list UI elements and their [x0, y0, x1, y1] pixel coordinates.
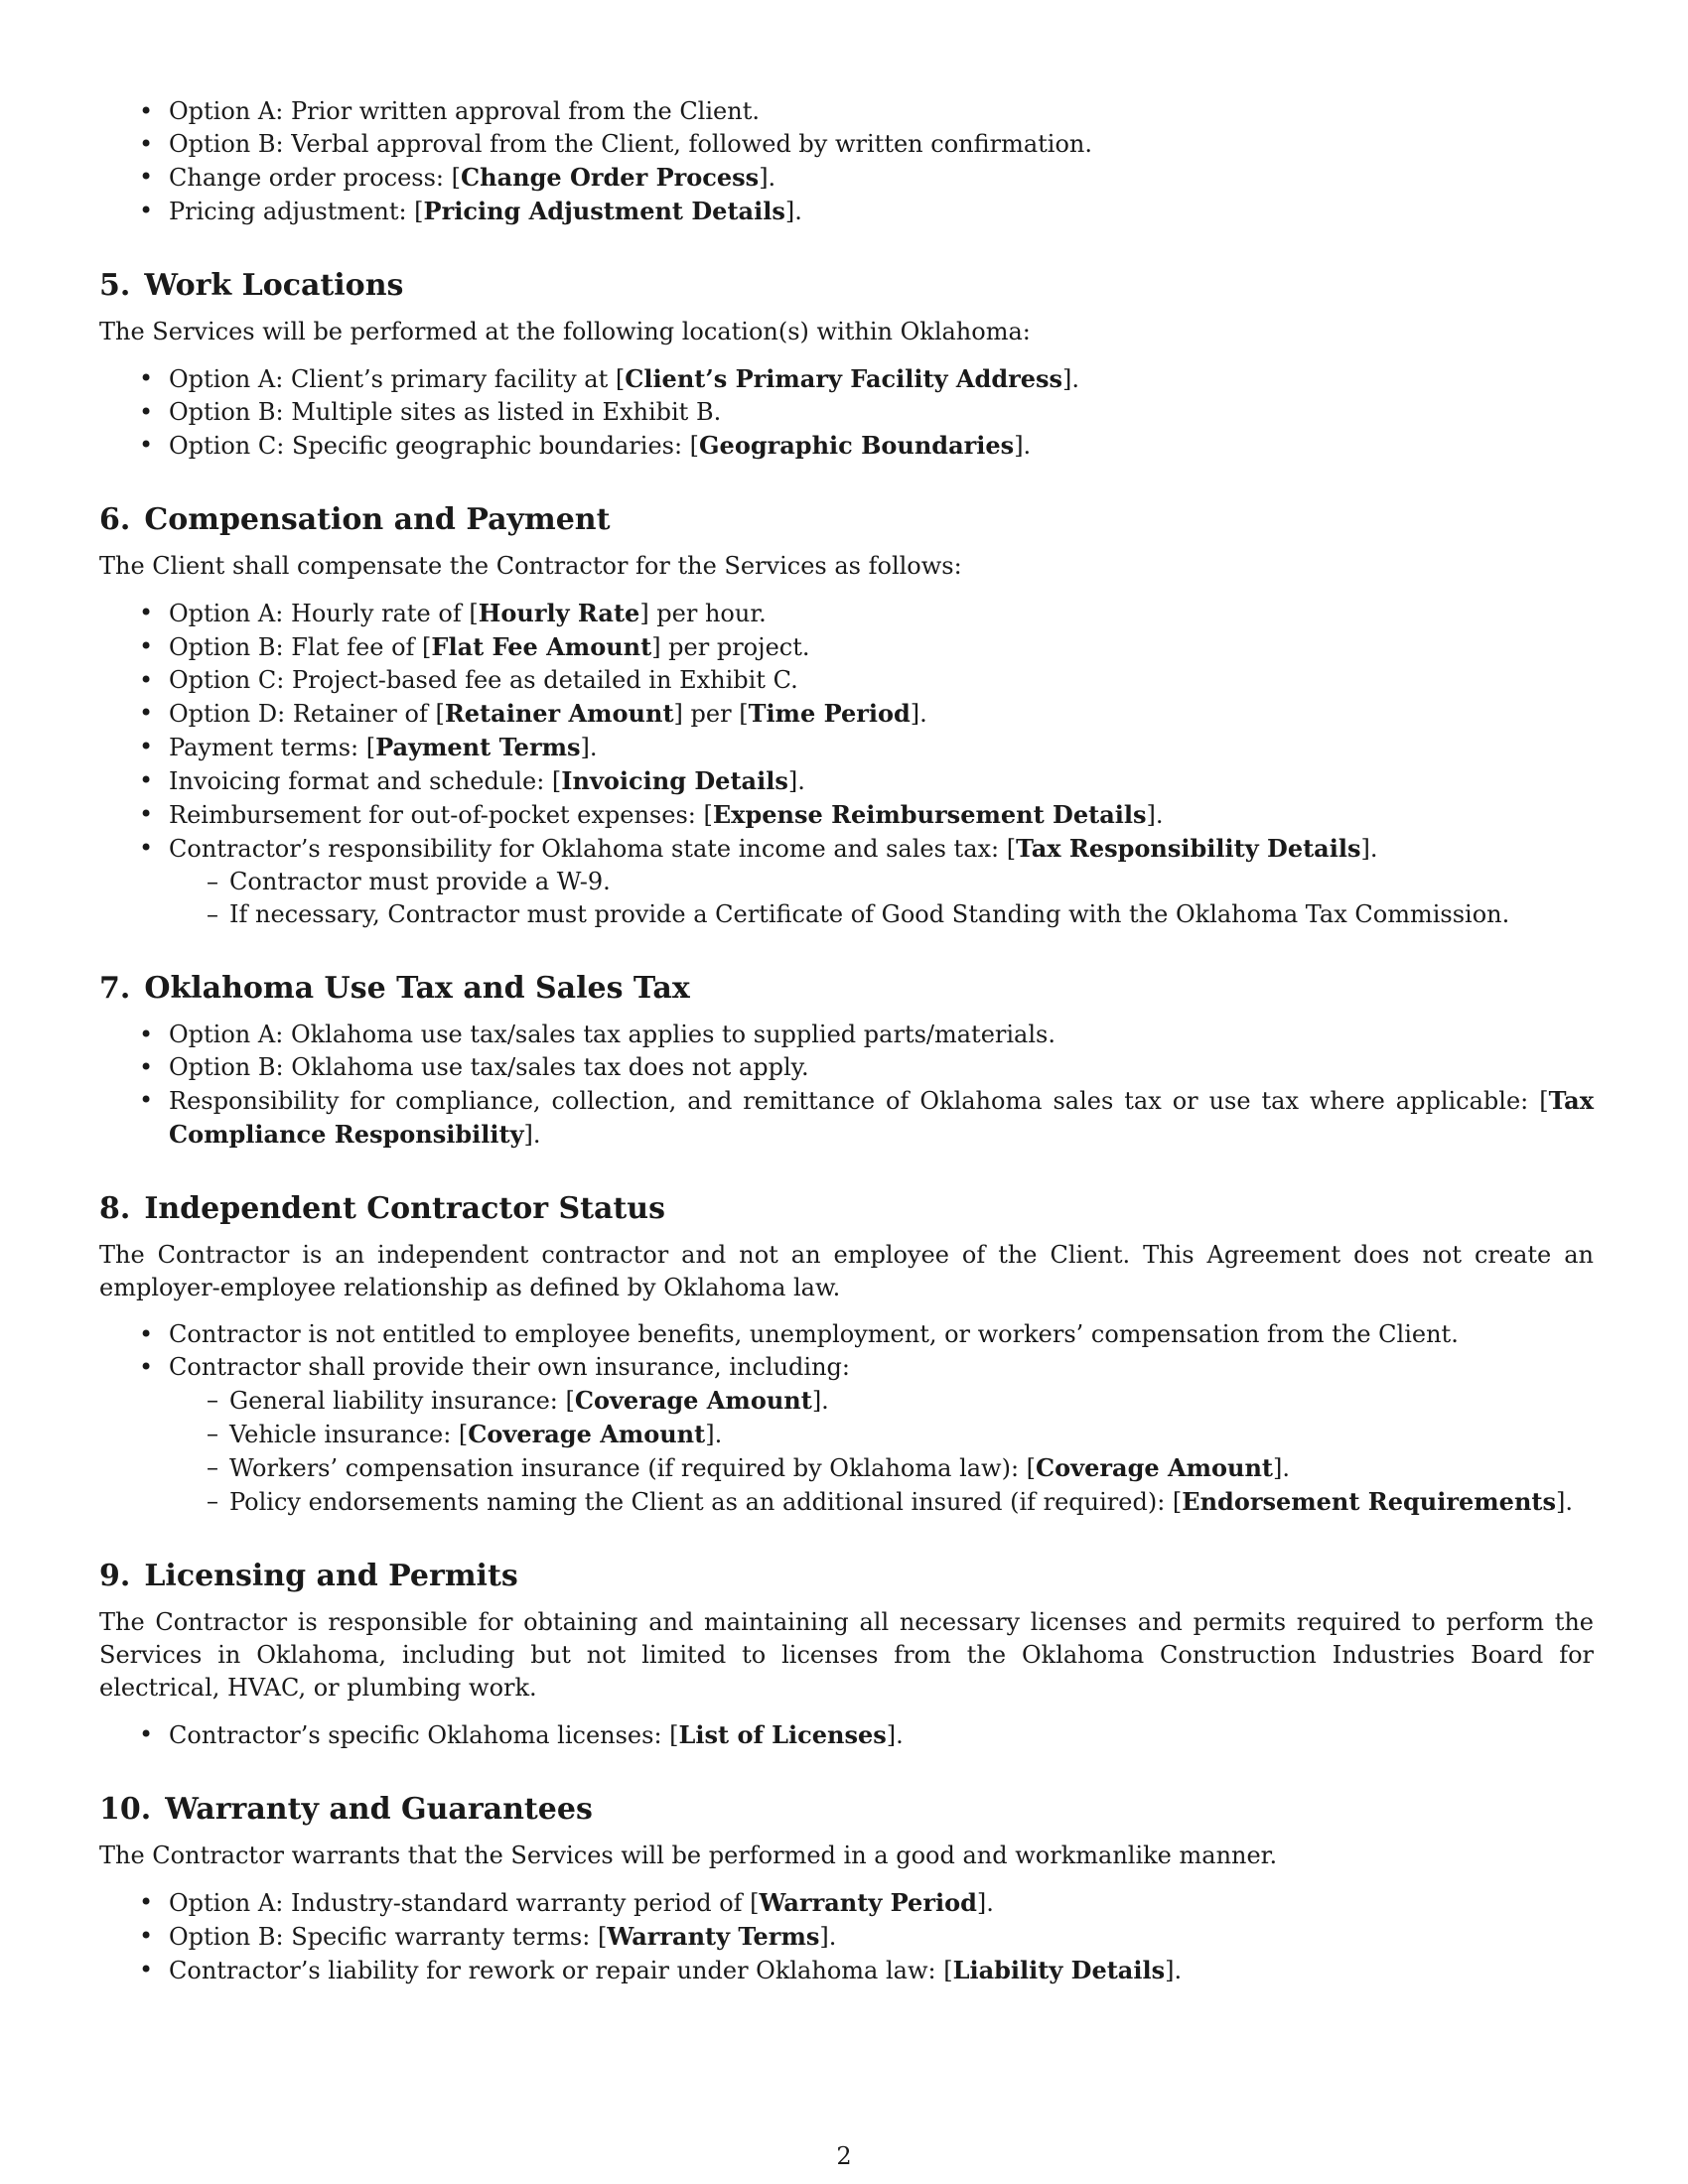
text-segment: Contractor’s liability for rework or repair under Oklahoma law: [ [169, 1957, 953, 1984]
list-item [99, 362, 1594, 396]
sections-container [99, 266, 1594, 1987]
text-segment: ] per [ [673, 700, 749, 728]
section-intro: The Contractor warrants that the Services will be performed in a good and workmanlike manner. [99, 1842, 1278, 1869]
section-number: 8. [99, 1191, 131, 1226]
section-heading [99, 1557, 1594, 1596]
list-item [99, 630, 1594, 664]
section-title: Licensing and Permits [144, 1559, 518, 1593]
text-segment: ]. [976, 1889, 994, 1917]
text-segment: Change order process: [ [169, 164, 462, 192]
text-segment: ]. [787, 767, 805, 795]
section-list [99, 1718, 1594, 1752]
text-segment: Option A: Prior written approval from the Client. [169, 97, 760, 125]
section-list [99, 1886, 1594, 1987]
section-heading [99, 266, 1594, 306]
text-segment: ]. [1556, 1488, 1573, 1516]
section [99, 969, 1594, 1152]
placeholder-field: Liability Details [952, 1956, 1166, 1984]
placeholder-field: Coverage Amount [468, 1420, 706, 1448]
text-segment: ]. [1146, 801, 1164, 829]
section-list [99, 1318, 1594, 1519]
placeholder-field: List of Licenses [678, 1720, 887, 1749]
section-intro: The Services will be performed at the following location(s) within Oklahoma: [99, 318, 1031, 345]
list-item [99, 731, 1594, 764]
placeholder-field: Coverage Amount [1036, 1453, 1273, 1482]
text-segment: ]. [1272, 1454, 1290, 1482]
list-item [99, 697, 1594, 731]
list-item [99, 1920, 1594, 1954]
section [99, 266, 1594, 463]
text-segment: ]. [784, 198, 802, 225]
section-title: Warranty and Guarantees [165, 1792, 593, 1827]
text-segment: ]. [1062, 365, 1080, 393]
list-item [99, 764, 1594, 798]
section-heading [99, 500, 1594, 540]
section [99, 1557, 1594, 1752]
list-item [99, 597, 1594, 630]
text-segment: ] per hour. [639, 600, 767, 627]
text-segment: Option B: Specific warranty terms: [ [169, 1923, 608, 1951]
sub-list-item [169, 898, 1594, 931]
text-segment: Option B: Flat fee of [ [169, 633, 432, 661]
section-list [99, 597, 1594, 931]
section-intro: The Contractor is an independent contractor and not an employee of the Client. This Agreement does not create an employer-employee relationship as defined by Oklahoma law. [99, 1241, 1594, 1301]
text-segment: Responsibility for compliance, collection, and remittance of Oklahoma sales tax or use tax where applicable: [ [169, 1087, 1549, 1115]
text-segment: Contractor’s specific Oklahoma licenses: [ [169, 1721, 679, 1749]
placeholder-field: Time Period [748, 699, 911, 728]
placeholder-field: Tax Responsibility Details [1016, 834, 1361, 863]
text-segment: ]. [1360, 835, 1378, 863]
list-item [99, 1084, 1594, 1152]
list-item [99, 396, 1594, 429]
text-segment: ]. [580, 734, 598, 761]
section-heading [99, 1790, 1594, 1830]
section [99, 1189, 1594, 1519]
text-segment: Contractor must provide a W-9. [229, 868, 611, 895]
text-segment: Contractor is not entitled to employee benefits, unemployment, or workers’ compensation from the Client. [169, 1320, 1459, 1348]
text-segment: General liability insurance: [ [229, 1387, 575, 1415]
continued-option-list [99, 95, 1594, 228]
text-segment: ]. [705, 1421, 723, 1448]
text-segment: Contractor shall provide their own insurance, including: [169, 1353, 850, 1381]
list-item [99, 128, 1594, 161]
text-segment: Option A: Industry-standard warranty period of [ [169, 1889, 760, 1917]
text-segment: Option B: Oklahoma use tax/sales tax does not apply. [169, 1053, 809, 1081]
text-segment: Reimbursement for out-of-pocket expenses: [ [169, 801, 713, 829]
sub-list-item [169, 1485, 1594, 1519]
list-item [99, 195, 1594, 228]
list-item [99, 161, 1594, 195]
text-segment: If necessary, Contractor must provide a Certificate of Good Standing with the Oklahoma Tax Commission. [229, 900, 1510, 928]
placeholder-field: Expense Reimbursement Details [712, 800, 1147, 829]
placeholder-field: Pricing Adjustment Details [423, 197, 785, 225]
list-item [99, 664, 1594, 697]
text-segment: Payment terms: [ [169, 734, 376, 761]
section-intro: The Contractor is responsible for obtaining and maintaining all necessary licenses and permits required to perform the Services in Oklahoma, including but not limited to licenses from the Oklahoma Construction Industries Board for electrical, HVAC, or plumbing work. [99, 1608, 1594, 1702]
placeholder-field: Coverage Amount [574, 1386, 812, 1415]
text-segment: Option B: Multiple sites as listed in Exhibit B. [169, 398, 722, 426]
text-segment: Workers’ compensation insurance (if required by Oklahoma law): [ [229, 1454, 1037, 1482]
section-title: Compensation and Payment [144, 502, 611, 537]
text-segment: Pricing adjustment: [ [169, 198, 424, 225]
list-item [99, 429, 1594, 463]
text-segment: Option C: Specific geographic boundaries: [ [169, 432, 700, 460]
placeholder-field: Payment Terms [375, 733, 581, 761]
list-item [99, 95, 1594, 128]
section-list [99, 1019, 1594, 1152]
list-item [99, 832, 1594, 931]
text-segment: ]. [886, 1721, 904, 1749]
section-title: Work Locations [144, 268, 404, 303]
section-intro: The Client shall compensate the Contractor for the Services as follows: [99, 552, 962, 580]
section-number: 6. [99, 502, 131, 537]
sub-list-item [169, 1384, 1594, 1418]
section-number: 5. [99, 268, 131, 303]
placeholder-field: Retainer Amount [444, 699, 674, 728]
text-segment: ]. [910, 700, 927, 728]
sub-list [169, 866, 1594, 931]
placeholder-field: Geographic Boundaries [699, 431, 1015, 460]
sub-list-item [169, 866, 1594, 898]
sub-list-item [169, 1418, 1594, 1451]
placeholder-field: Invoicing Details [561, 766, 788, 795]
text-segment: Option C: Project-based fee as detailed in Exhibit C. [169, 666, 798, 694]
placeholder-field: Change Order Process [461, 163, 760, 192]
text-segment: ]. [1165, 1957, 1183, 1984]
placeholder-field: Endorsement Requirements [1182, 1487, 1556, 1516]
list-item [99, 1886, 1594, 1920]
list-item [99, 1954, 1594, 1987]
page-number: 2 [836, 2142, 852, 2170]
placeholder-field: Warranty Period [759, 1888, 977, 1917]
placeholder-field: Tax Compliance Responsibility [169, 1086, 1594, 1149]
section [99, 1790, 1594, 1987]
list-item [99, 1051, 1594, 1084]
placeholder-field: Hourly Rate [478, 599, 640, 627]
text-segment: Vehicle insurance: [ [229, 1421, 469, 1448]
section-number: 7. [99, 971, 131, 1006]
section-heading [99, 969, 1594, 1009]
section-heading [99, 1189, 1594, 1229]
section-title: Oklahoma Use Tax and Sales Tax [144, 971, 690, 1006]
placeholder-field: Client’s Primary Facility Address [625, 364, 1063, 393]
text-segment: ]. [1014, 432, 1032, 460]
text-segment: Option B: Verbal approval from the Client, followed by written confirmation. [169, 130, 1092, 158]
section-number: 10. [99, 1792, 152, 1827]
text-segment: Policy endorsements naming the Client as an additional insured (if required): [ [229, 1488, 1183, 1516]
text-segment: ]. [523, 1121, 541, 1149]
document-body [99, 95, 1594, 1987]
list-item [99, 1019, 1594, 1051]
text-segment: Contractor’s responsibility for Oklahoma state income and sales tax: [ [169, 835, 1017, 863]
placeholder-field: Flat Fee Amount [431, 632, 652, 661]
list-item [99, 798, 1594, 832]
text-segment: Invoicing format and schedule: [ [169, 767, 562, 795]
text-segment: Option A: Hourly rate of [ [169, 600, 479, 627]
text-segment: ]. [811, 1387, 829, 1415]
section-number: 9. [99, 1559, 131, 1593]
list-item [99, 1718, 1594, 1752]
list-item [99, 1318, 1594, 1351]
section [99, 500, 1594, 931]
sub-list-item [169, 1451, 1594, 1485]
text-segment: Option A: Oklahoma use tax/sales tax applies to supplied parts/materials. [169, 1021, 1055, 1048]
text-segment: ] per project. [651, 633, 810, 661]
sub-list [169, 1384, 1594, 1519]
text-segment: ]. [759, 164, 776, 192]
section-list [99, 362, 1594, 463]
placeholder-field: Warranty Terms [607, 1922, 820, 1951]
text-segment: ]. [819, 1923, 837, 1951]
section-title: Independent Contractor Status [144, 1191, 665, 1226]
text-segment: Option A: Client’s primary facility at [ [169, 365, 626, 393]
list-item [99, 1351, 1594, 1519]
text-segment: Option D: Retainer of [ [169, 700, 445, 728]
